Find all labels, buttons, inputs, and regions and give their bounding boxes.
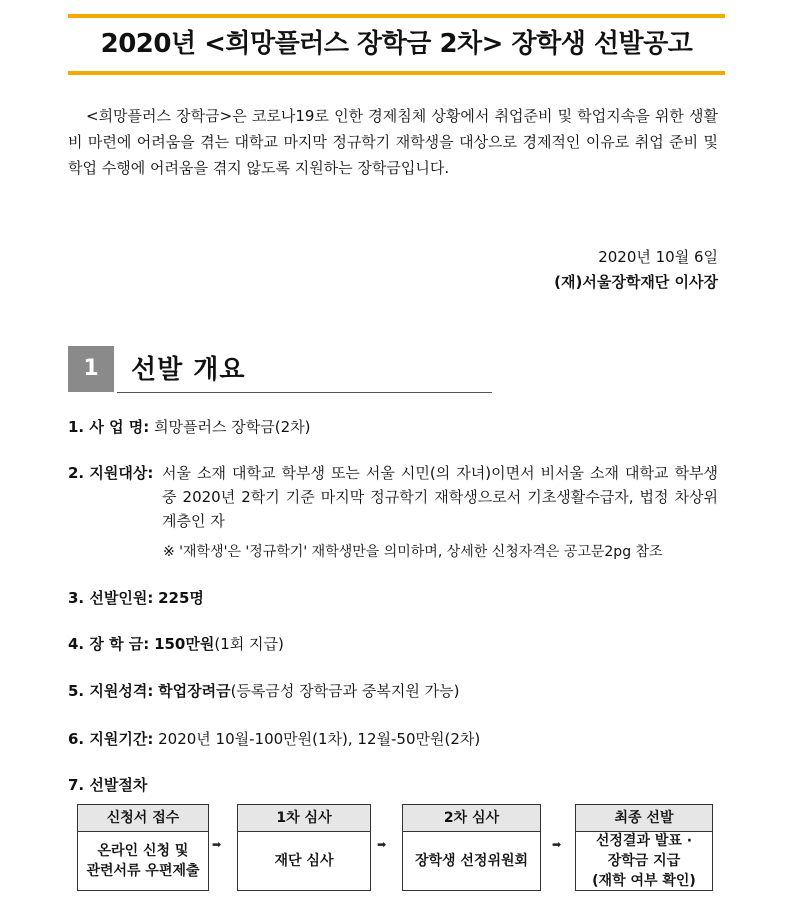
item-label: 5. 지원성격: xyxy=(68,682,154,700)
item-label: 3. 선발인원: xyxy=(68,589,154,607)
process-step-body: 장학생 선정위원회 xyxy=(414,853,529,869)
process-step-header: 1차 심사 xyxy=(238,805,370,832)
announcement-date: 2020년 10월 6일 xyxy=(598,248,718,266)
item-business-name xyxy=(68,415,311,439)
page-title: 2020년 <희망플러스 장학금 2차> 장학생 선발공고 xyxy=(100,29,693,59)
item-eligibility-label xyxy=(68,461,153,485)
section-number: 1 xyxy=(68,346,114,392)
item-value: 희망플러스 장학금(2차) xyxy=(154,418,311,436)
title-top-rule xyxy=(68,14,725,18)
item-value: 2020년 10월-100만원(1차), 12월-50만원(2차) xyxy=(158,730,481,748)
item-selection-process xyxy=(68,773,147,797)
item-support-period xyxy=(68,727,480,751)
item-value-bold: 학업장려금 xyxy=(158,682,231,700)
process-step-3 xyxy=(402,804,541,891)
process-step-body: 온라인 신청 및 관련서류 우편제출 xyxy=(86,843,200,879)
item-label: 4. 장 학 금: xyxy=(68,635,150,653)
item-label: 6. 지원기간: xyxy=(68,730,154,748)
item-label: 2. 지원대상: xyxy=(68,464,154,482)
item-value-bold: 150만원 xyxy=(154,635,215,653)
section-underline xyxy=(117,392,492,393)
process-step-1 xyxy=(77,804,209,891)
intro-paragraph: <희망플러스 장학금>은 코로나19로 인한 경제침체 상황에서 취업준비 및 학업지속을 위한 생활비 마련에 어려움을 겪는 대학교 마지막 정규학기 재학생을 대상으로 경제적인 이유로 취업 준비 및 학업 수행에 어려움을 겪지 않도록 지원하는 장학금입니다. xyxy=(68,107,718,177)
item-support-type xyxy=(68,679,459,703)
item-label: 7. 선발절차 xyxy=(68,776,148,794)
issuer-name: (재)서울장학재단 이사장 xyxy=(554,273,718,291)
title-bottom-rule xyxy=(68,71,725,75)
eligibility-note: ※ '재학생'은 '정규학기' 재학생만을 의미하며, 상세한 신청자격은 공고문2pg 참조 xyxy=(163,544,663,560)
process-step-header: 신청서 접수 xyxy=(78,805,208,832)
item-recipients xyxy=(68,586,204,610)
process-step-header: 2차 심사 xyxy=(403,805,540,832)
arrow-right-icon: ➡ xyxy=(212,838,222,851)
process-step-2 xyxy=(237,804,371,891)
item-label: 1. 사 업 명: xyxy=(68,418,150,436)
item-value-bold: 225명 xyxy=(158,589,204,607)
process-step-4 xyxy=(575,804,713,891)
section-title: 선발 개요 xyxy=(131,355,246,385)
item-value: (1회 지급) xyxy=(214,635,284,653)
process-step-header: 최종 선발 xyxy=(576,805,712,832)
process-step-body: 재단 심사 xyxy=(274,853,334,869)
arrow-right-icon: ➡ xyxy=(552,838,562,851)
item-scholarship-amount xyxy=(68,632,284,656)
process-step-body: 선정결과 발표 · 장학금 지급 (재학 여부 확인) xyxy=(592,833,696,889)
arrow-right-icon: ➡ xyxy=(377,838,387,851)
item-eligibility-value: 서울 소재 대학교 학부생 또는 서울 시민(의 자녀)이면서 비서울 소재 대학교 학부생 중 2020년 2학기 기준 마지막 정규학기 재학생으로서 기초생활수급자, 법정 차상위계층인 자 xyxy=(162,464,718,530)
item-value: (등록금성 장학금과 중복지원 가능) xyxy=(230,682,460,700)
